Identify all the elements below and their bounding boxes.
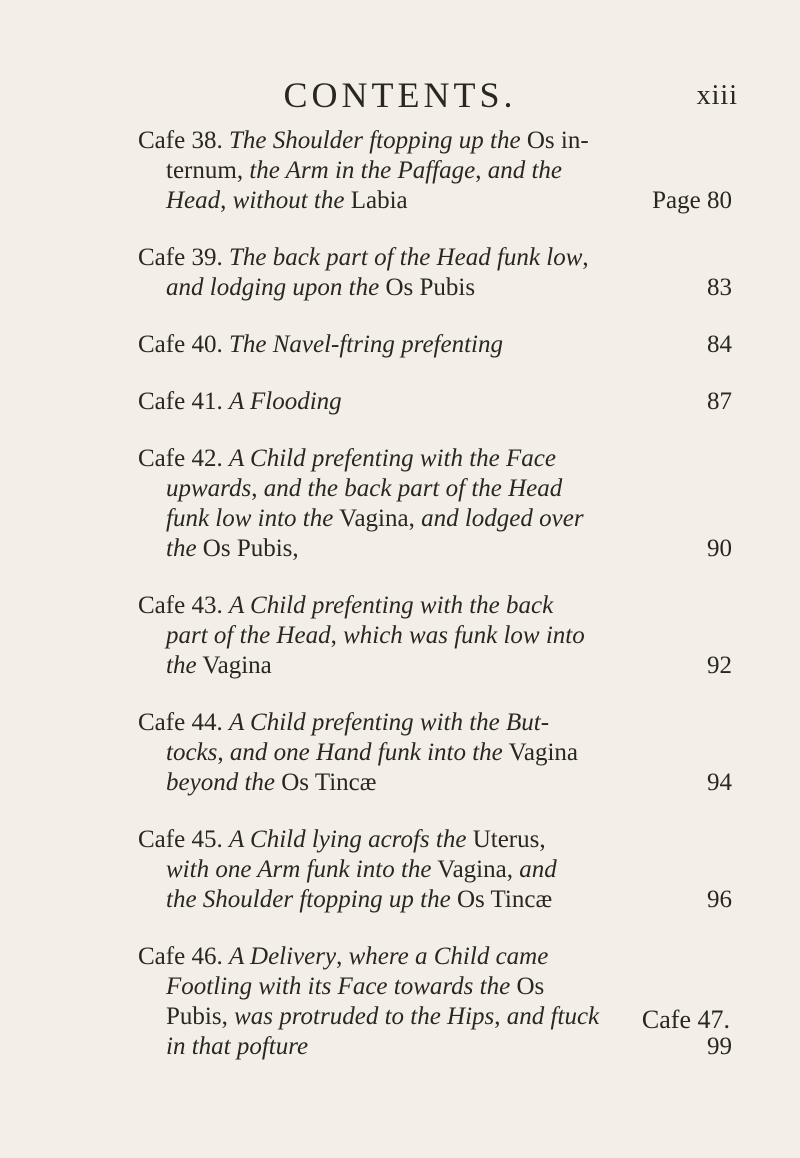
- entry-line: [138, 708, 732, 738]
- entry-text: The Navel-ftring prefenting: [228, 331, 503, 358]
- entry-text: The back part of the Head funk low: [228, 244, 583, 271]
- entry-text: and the: [487, 157, 563, 184]
- contents-entry: [138, 591, 732, 681]
- entry-text: where a Child came: [348, 943, 549, 970]
- entry-text: Os Tincæ: [274, 769, 377, 796]
- contents-entry: [138, 825, 732, 915]
- case-label: Cafe 39.: [138, 244, 223, 271]
- entry-text: Os Pubis,: [196, 535, 299, 562]
- entry-text: the: [166, 535, 197, 562]
- entry-line: [138, 273, 732, 303]
- contents-entry: [138, 126, 732, 216]
- entry-text: and lodging upon the: [166, 274, 380, 301]
- entry-line: [138, 591, 732, 621]
- entry-text: A Child prefenting with the But-: [228, 709, 550, 736]
- case-label: Cafe 40.: [138, 331, 223, 358]
- entry-text: ,: [217, 739, 230, 766]
- entry-line: [138, 474, 732, 504]
- entry-text: which was funk low into: [343, 622, 585, 649]
- entry-text: part of the Head: [166, 622, 331, 649]
- contents-list: [138, 126, 732, 1089]
- entry-text: ,: [475, 157, 488, 184]
- entry-text: and ftuck: [506, 1003, 600, 1030]
- entry-line: [138, 330, 732, 360]
- entry-line: [138, 243, 732, 273]
- entry-line: [138, 621, 732, 651]
- entry-text: A Child prefenting with the back: [228, 592, 554, 619]
- entry-text: ,: [220, 187, 233, 214]
- entry-text: ,: [251, 475, 264, 502]
- entry-line: [138, 1032, 732, 1062]
- entry-page-number: 94: [707, 769, 732, 796]
- entry-text: Os in-: [520, 127, 589, 154]
- entry-text: A Flooding: [228, 388, 342, 415]
- entry-page-number: 96: [707, 886, 732, 913]
- entry-text: ,: [582, 244, 589, 271]
- catchword: Cafe 47.: [641, 1005, 730, 1034]
- case-label: Cafe 44.: [138, 709, 223, 736]
- entry-page-number: 87: [707, 388, 732, 415]
- case-label: Cafe 38.: [138, 127, 223, 154]
- entry-text: ternum,: [166, 157, 250, 184]
- entry-line: [138, 504, 732, 534]
- entry-line: [138, 126, 732, 156]
- entry-text: funk low into the: [166, 505, 334, 532]
- entry-text: Os Tincæ: [450, 886, 553, 913]
- entry-text: and: [519, 856, 557, 883]
- case-label: Cafe 43.: [138, 592, 223, 619]
- entry-page-number: 92: [707, 652, 732, 679]
- entry-line: [138, 942, 732, 972]
- entry-text: and the back part of the Head: [263, 475, 563, 502]
- entry-line: [138, 186, 732, 216]
- case-label: Cafe 42.: [138, 445, 223, 472]
- entry-text: upwards: [166, 475, 252, 502]
- page-number: xiii: [696, 80, 738, 111]
- page-title: CONTENTS.: [283, 75, 517, 115]
- entry-text: Head: [166, 187, 221, 214]
- entry-line: [138, 651, 732, 681]
- entry-text: without the: [232, 187, 345, 214]
- entry-line: [138, 534, 732, 564]
- contents-entry: [138, 243, 732, 303]
- entry-page-number: 84: [707, 331, 732, 358]
- entry-line: [138, 855, 732, 885]
- entry-line: [138, 738, 732, 768]
- entry-line: [138, 885, 732, 915]
- entry-text: ,: [336, 943, 349, 970]
- entry-page-number: 90: [707, 535, 732, 562]
- entry-text: Labia: [344, 187, 408, 214]
- entry-page-number: 99: [707, 1033, 732, 1060]
- contents-entry: [138, 444, 732, 564]
- contents-entry: [138, 942, 732, 1062]
- entry-text: A Child lying acrofs the: [228, 826, 467, 853]
- contents-entry: [138, 708, 732, 798]
- entry-page-number: Page 80: [652, 187, 732, 214]
- entry-text: with one Arm funk into the: [166, 856, 432, 883]
- contents-entry: [138, 330, 732, 360]
- entry-text: A Child prefenting with the Face: [228, 445, 556, 472]
- entry-line: [138, 156, 732, 186]
- entry-line: [138, 444, 732, 474]
- entry-text: and lodged over: [421, 505, 584, 532]
- entry-text: the Shoulder ftopping up the: [166, 886, 451, 913]
- case-label: Cafe 41.: [138, 388, 223, 415]
- entry-text: in that pofture: [166, 1033, 309, 1060]
- entry-text: Footling with its Face towards the: [166, 973, 511, 1000]
- entry-text: Vagina,: [333, 505, 422, 532]
- entry-text: the Arm in the Paffage: [249, 157, 476, 184]
- entry-line: [138, 972, 732, 1002]
- entry-text: A Delivery: [228, 943, 337, 970]
- entry-text: Pubis,: [166, 1003, 235, 1030]
- entry-text: was protruded to the Hips: [234, 1003, 495, 1030]
- entry-text: beyond the: [166, 769, 275, 796]
- entry-text: The Shoulder ftopping up the: [228, 127, 521, 154]
- entry-text: Uterus,: [466, 826, 546, 853]
- entry-text: Vagina: [196, 652, 272, 679]
- entry-line: [138, 387, 732, 417]
- entry-text: Os Pubis: [379, 274, 476, 301]
- entry-text: tocks: [166, 739, 218, 766]
- entry-page-number: 83: [707, 274, 732, 301]
- entry-line: [138, 825, 732, 855]
- entry-text: ,: [494, 1003, 507, 1030]
- entry-text: ,: [330, 622, 344, 649]
- contents-entry: [138, 387, 732, 417]
- entry-text: Vagina,: [431, 856, 520, 883]
- case-label: Cafe 45.: [138, 826, 223, 853]
- entry-text: and one Hand funk into the: [229, 739, 503, 766]
- case-label: Cafe 46.: [138, 943, 223, 970]
- entry-text: the: [166, 652, 197, 679]
- entry-text: Vagina: [502, 739, 578, 766]
- entry-line: [138, 768, 732, 798]
- entry-text: Os: [510, 973, 545, 1000]
